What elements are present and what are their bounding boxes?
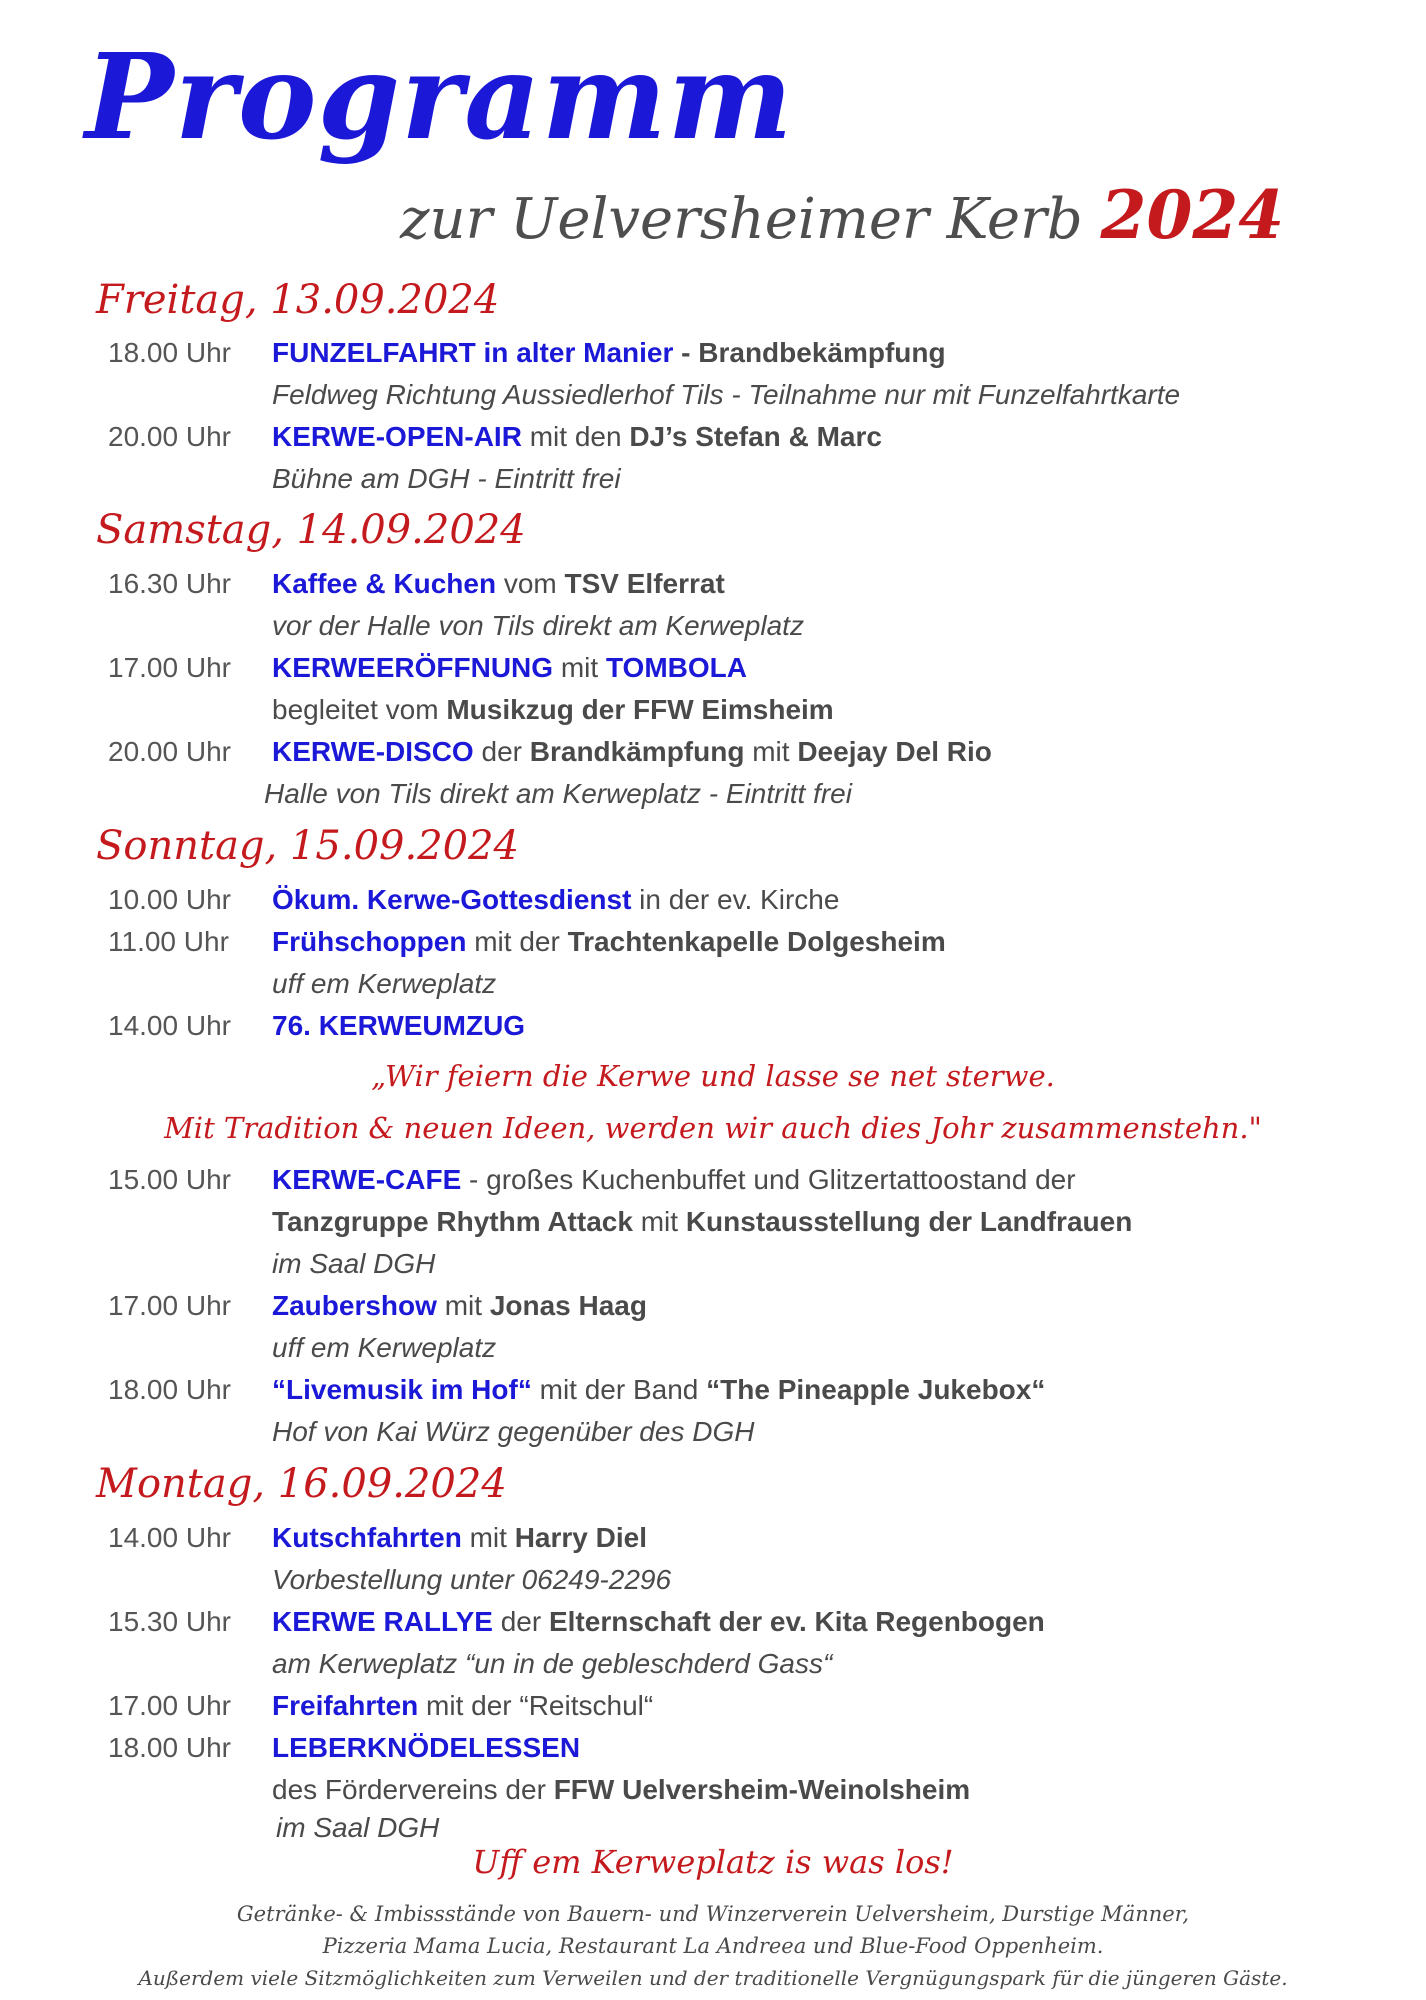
footer-line-1: Getränke- & Imbissstände von Bauern- und Winzerverein Uelversheim, Durstige Männer, — [236, 1902, 1190, 1926]
day-heading-sunday: Sonntag, 15.09.2024 — [96, 823, 519, 869]
event-text — [272, 648, 747, 688]
event-time: 18.00 Uhr — [108, 1374, 231, 1405]
event-title: 76. KERWEUMZUG — [272, 1010, 526, 1041]
footer-line-3: Außerdem viele Sitzmöglichkeiten zum Verweilen und der traditionelle Vergnügungspark für die jüngeren Gäste. — [138, 1966, 1288, 1990]
event-title: “Livemusik im Hof“ — [272, 1374, 532, 1405]
event-title: KERWE-OPEN-AIR — [272, 421, 522, 452]
event-location: im Saal DGH — [276, 1812, 440, 1843]
event-time: 11.00 Uhr — [108, 926, 229, 957]
event-connector: mit der — [466, 926, 568, 957]
page-title: Programm — [85, 27, 794, 166]
event-location: vor der Halle von Tils direkt am Kerweplatz — [272, 610, 804, 641]
event-text — [272, 1286, 647, 1326]
event-detail: TOMBOLA — [605, 652, 747, 683]
event-text — [272, 732, 992, 772]
event-text — [272, 1770, 970, 1810]
event-location: Vorbestellung unter 06249-2296 — [272, 1564, 672, 1595]
event-text — [272, 333, 946, 373]
footer-title: Uff em Kerweplatz is was los! — [472, 1843, 954, 1881]
event-detail: Kunstausstellung der Landfrauen — [685, 1206, 1133, 1237]
event-time: 10.00 Uhr — [108, 884, 231, 915]
event-text — [272, 1006, 525, 1046]
event-text — [272, 417, 882, 457]
event-connector: mit den — [521, 421, 630, 452]
event-title: FUNZELFAHRT in alter Manier — [272, 337, 674, 368]
event-connector: der — [473, 736, 530, 767]
event-title: Kaffee & Kuchen — [272, 568, 497, 599]
event-detail: Jonas Haag — [489, 1290, 647, 1321]
day-heading-saturday: Samstag, 14.09.2024 — [96, 507, 526, 553]
event-time: 20.00 Uhr — [108, 421, 231, 452]
event-detail: “The Pineapple Jukebox“ — [706, 1374, 1046, 1405]
event-location: Hof von Kai Würz gegenüber des DGH — [272, 1416, 755, 1447]
event-text — [272, 880, 839, 920]
event-location: Feldweg Richtung Aussiedlerhof Tils - Teilnahme nur mit Funzelfahrtkarte — [272, 379, 1181, 410]
event-connector: mit — [461, 1522, 515, 1553]
footer-line-2: Pizzeria Mama Lucia, Restaurant La Andreea und Blue-Food Oppenheim. — [322, 1934, 1104, 1958]
event-time: 15.30 Uhr — [108, 1606, 231, 1637]
event-time: 16.30 Uhr — [108, 568, 231, 599]
event-title: KERWEERÖFFNUNG — [272, 652, 554, 683]
event-title: Kutschfahrten — [272, 1522, 462, 1553]
event-connector: begleitet vom — [272, 694, 447, 725]
event-time: 14.00 Uhr — [108, 1010, 231, 1041]
event-detail: Tanzgruppe Rhythm Attack — [272, 1206, 633, 1237]
event-detail: TSV Elferrat — [564, 568, 725, 599]
event-detail: - Brandbekämpfung — [673, 337, 946, 368]
event-location: uff em Kerweplatz — [272, 1332, 497, 1363]
event-connector: der — [492, 1606, 549, 1637]
event-detail: DJ’s Stefan & Marc — [629, 421, 882, 452]
event-time: 17.00 Uhr — [108, 652, 231, 683]
subtitle — [400, 176, 1285, 254]
event-time: 14.00 Uhr — [108, 1522, 231, 1553]
event-title: KERWE-CAFE — [272, 1164, 462, 1195]
event-connector: mit der “Reitschul“ — [418, 1690, 654, 1721]
event-detail: Deejay Del Rio — [797, 736, 992, 767]
event-detail: Elternschaft der ev. Kita Regenbogen — [548, 1606, 1045, 1637]
event-connector: mit — [436, 1290, 490, 1321]
event-location: am Kerweplatz “un in de gebleschderd Gass“ — [272, 1648, 833, 1679]
event-connector: - großes Kuchenbuffet und Glitzertattoostand der — [461, 1164, 1076, 1195]
day-heading-friday: Freitag, 13.09.2024 — [96, 277, 500, 323]
event-detail: FFW Uelversheim-Weinolsheim — [553, 1774, 971, 1805]
event-title: Freifahrten — [272, 1690, 419, 1721]
event-time: 15.00 Uhr — [108, 1164, 231, 1195]
event-connector: mit — [553, 652, 606, 683]
event-text — [272, 564, 725, 604]
event-text — [272, 1160, 1076, 1200]
subtitle-year: 2024 — [1100, 176, 1285, 254]
event-title: LEBERKNÖDELESSEN — [272, 1732, 581, 1763]
event-title: KERWE-DISCO — [272, 736, 474, 767]
event-text — [272, 1602, 1045, 1642]
event-text — [272, 922, 946, 962]
event-connector: des Fördervereins der — [272, 1774, 554, 1805]
event-text — [272, 1728, 580, 1768]
subtitle-text: zur Uelversheimer Kerb — [400, 187, 1083, 252]
event-text — [272, 1370, 1045, 1410]
event-time: 20.00 Uhr — [108, 736, 231, 767]
event-text — [272, 1518, 647, 1558]
event-time: 18.00 Uhr — [108, 1732, 231, 1763]
event-location: Bühne am DGH - Eintritt frei — [272, 463, 621, 494]
event-title: KERWE RALLYE — [272, 1606, 493, 1637]
event-time: 17.00 Uhr — [108, 1290, 231, 1321]
day-heading-monday: Montag, 16.09.2024 — [96, 1461, 507, 1507]
event-connector: vom — [496, 568, 565, 599]
event-location: Halle von Tils direkt am Kerweplatz - Eintritt frei — [264, 778, 852, 809]
event-text — [272, 690, 834, 730]
event-location: im Saal DGH — [272, 1248, 436, 1279]
motto-quote-line-2: Mit Tradition & neuen Ideen, werden wir auch dies Johr zusammenstehn." — [164, 1111, 1262, 1145]
event-connector: mit — [744, 736, 798, 767]
event-location: uff em Kerweplatz — [272, 968, 497, 999]
event-detail: Musikzug der FFW Eimsheim — [446, 694, 834, 725]
event-title: Zaubershow — [272, 1290, 437, 1321]
event-title: Frühschoppen — [272, 926, 467, 957]
event-connector: in der ev. Kirche — [631, 884, 840, 915]
event-connector: mit — [632, 1206, 686, 1237]
event-text — [272, 1202, 1132, 1242]
event-time: 17.00 Uhr — [108, 1690, 231, 1721]
event-detail: Brandkämpfung — [529, 736, 745, 767]
motto-quote-line-1: „Wir feiern die Kerwe und lasse se net sterwe. — [371, 1059, 1055, 1093]
event-detail: Harry Diel — [514, 1522, 647, 1553]
event-detail: Trachtenkapelle Dolgesheim — [567, 926, 946, 957]
event-title: Ökum. Kerwe-Gottesdienst — [272, 884, 632, 915]
event-text — [272, 1686, 653, 1726]
event-connector: mit der Band — [531, 1374, 707, 1405]
event-time: 18.00 Uhr — [108, 337, 231, 368]
